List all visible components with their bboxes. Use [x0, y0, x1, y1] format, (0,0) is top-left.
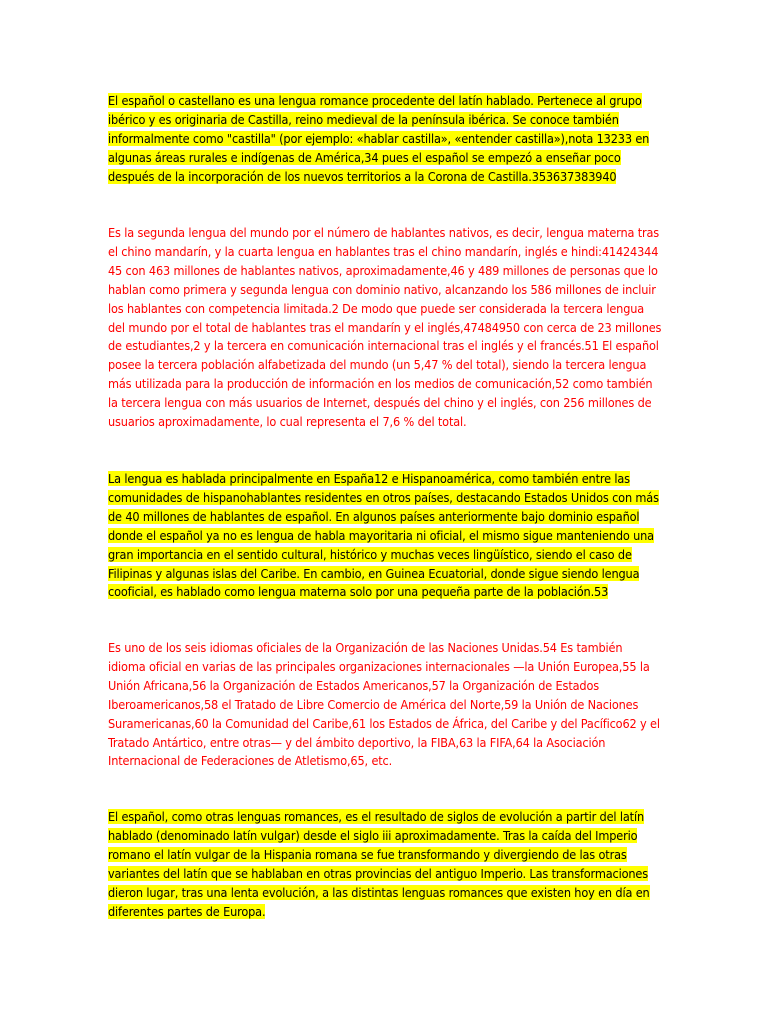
text-line: idioma oficial en varias de las principales organizaciones internacionales —la Unión Europea,55 la	[108, 658, 650, 674]
text-line: donde el español ya no es lengua de habla mayoritaria ni oficial, el mismo sigue manteniendo una	[108, 527, 654, 543]
text-line: de estudiantes,2 y la tercera en comunicación internacional tras el inglés y el francés.51 El español	[108, 338, 659, 354]
text-line: del mundo por el total de hablantes tras el mandarín y el inglés,47484950 con cerca de 23 millones	[108, 319, 662, 335]
text-line: variantes del latín que se hablaban en otras provincias del antiguo Imperio. Las transformaciones	[108, 865, 648, 881]
text-line: usuarios aproximadamente, lo cual representa el 7,6 % del total.	[108, 414, 467, 430]
text-line: la tercera lengua con más usuarios de Internet, después del chino y el inglés, con 256 millones de	[108, 395, 652, 411]
text-line: diferentes partes de Europa.	[108, 903, 266, 919]
text-line: el chino mandarín, y la cuarta lengua en hablantes tras el chino mandarín, inglés e hindi:41424344	[108, 243, 659, 259]
text-line: Unión Africana,56 la Organización de Estados Americanos,57 la Organización de Estados	[108, 677, 599, 693]
text-line: posee la tercera población alfabetizada del mundo (un 5,47 % del total), siendo la tercera lengua	[108, 357, 647, 373]
text-line: más utilizada para la producción de información en los medios de comunicación,52 como también	[108, 376, 653, 392]
text-line: ibérico y es originaria de Castilla, reino medieval de la península ibérica. Se conoce también	[108, 111, 619, 127]
text-line: hablado (denominado latín vulgar) desde el siglo iii aproximadamente. Tras la caída del Imperio	[108, 827, 638, 843]
text-line: Iberoamericanos,58 el Tratado de Libre Comercio de América del Norte,59 la Unión de Naciones	[108, 696, 639, 712]
text-line: La lengua es hablada principalmente en España12 e Hispanoamérica, como también entre las	[108, 471, 630, 486]
paragraph-speakers	[108, 224, 660, 432]
text-line: gran importancia en el sentido cultural, histórico y muchas veces lingüístico, siendo el caso de	[108, 546, 632, 562]
text-line: Suramericanas,60 la Comunidad del Caribe,61 los Estados de África, del Caribe y del Pacífico62 y el	[108, 715, 660, 731]
text-line: El español, como otras lenguas romances, es el resultado de siglos de evolución a partir del latín	[108, 809, 644, 824]
text-line: Internacional de Federaciones de Atletismo,65, etc.	[108, 753, 393, 769]
text-line: romano el latín vulgar de la Hispania romana se fue transformando y divergiendo de las otras	[108, 846, 627, 862]
text-line: después de la incorporación de los nuevos territorios a la Corona de Castilla.353637383940	[108, 168, 617, 184]
paragraph-distribution	[108, 470, 660, 602]
text-line: cooficial, es hablado como lengua materna solo por una pequeña parte de la población.53	[108, 584, 609, 600]
text-line: Tratado Antártico, entre otras— y del ámbito deportivo, la FIBA,63 la FIFA,64 la Asociación	[108, 734, 606, 750]
paragraph-origin	[108, 92, 660, 187]
text-line: los hablantes con competencia limitada.2 De modo que puede ser considerada la tercera lengua	[108, 300, 645, 316]
text-line: informalmente como "castilla" (por ejemplo: «hablar castilla», «entender castilla»),nota 13233 en	[108, 130, 650, 146]
text-line: dieron lugar, tras una lenta evolución, a las distintas lenguas romances que existen hoy en día en	[108, 884, 650, 900]
text-line: Es uno de los seis idiomas oficiales de la Organización de las Naciones Unidas.54 Es también	[108, 640, 623, 655]
text-line: Es la segunda lengua del mundo por el número de hablantes nativos, es decir, lengua materna tras	[108, 225, 660, 240]
paragraph-evolution	[108, 808, 660, 921]
text-line: hablan como primera y segunda lengua con dominio nativo, alcanzando los 586 millones de incluir	[108, 281, 656, 297]
text-line: El español o castellano es una lengua romance procedente del latín hablado. Pertenece al grupo	[108, 93, 642, 108]
text-line: 45 con 463 millones de hablantes nativos, aproximadamente,46 y 489 millones de personas que lo	[108, 262, 658, 278]
text-line: de 40 millones de hablantes de español. En algunos países anteriormente bajo dominio español	[108, 508, 640, 524]
text-line: comunidades de hispanohablantes residentes en otros países, destacando Estados Unidos con más	[108, 489, 659, 505]
text-line: algunas áreas rurales e indígenas de América,34 pues el español se empezó a enseñar poco	[108, 149, 621, 165]
text-line: Filipinas y algunas islas del Caribe. En cambio, en Guinea Ecuatorial, donde sigue siendo lengua	[108, 565, 640, 581]
paragraph-official-status	[108, 639, 660, 771]
